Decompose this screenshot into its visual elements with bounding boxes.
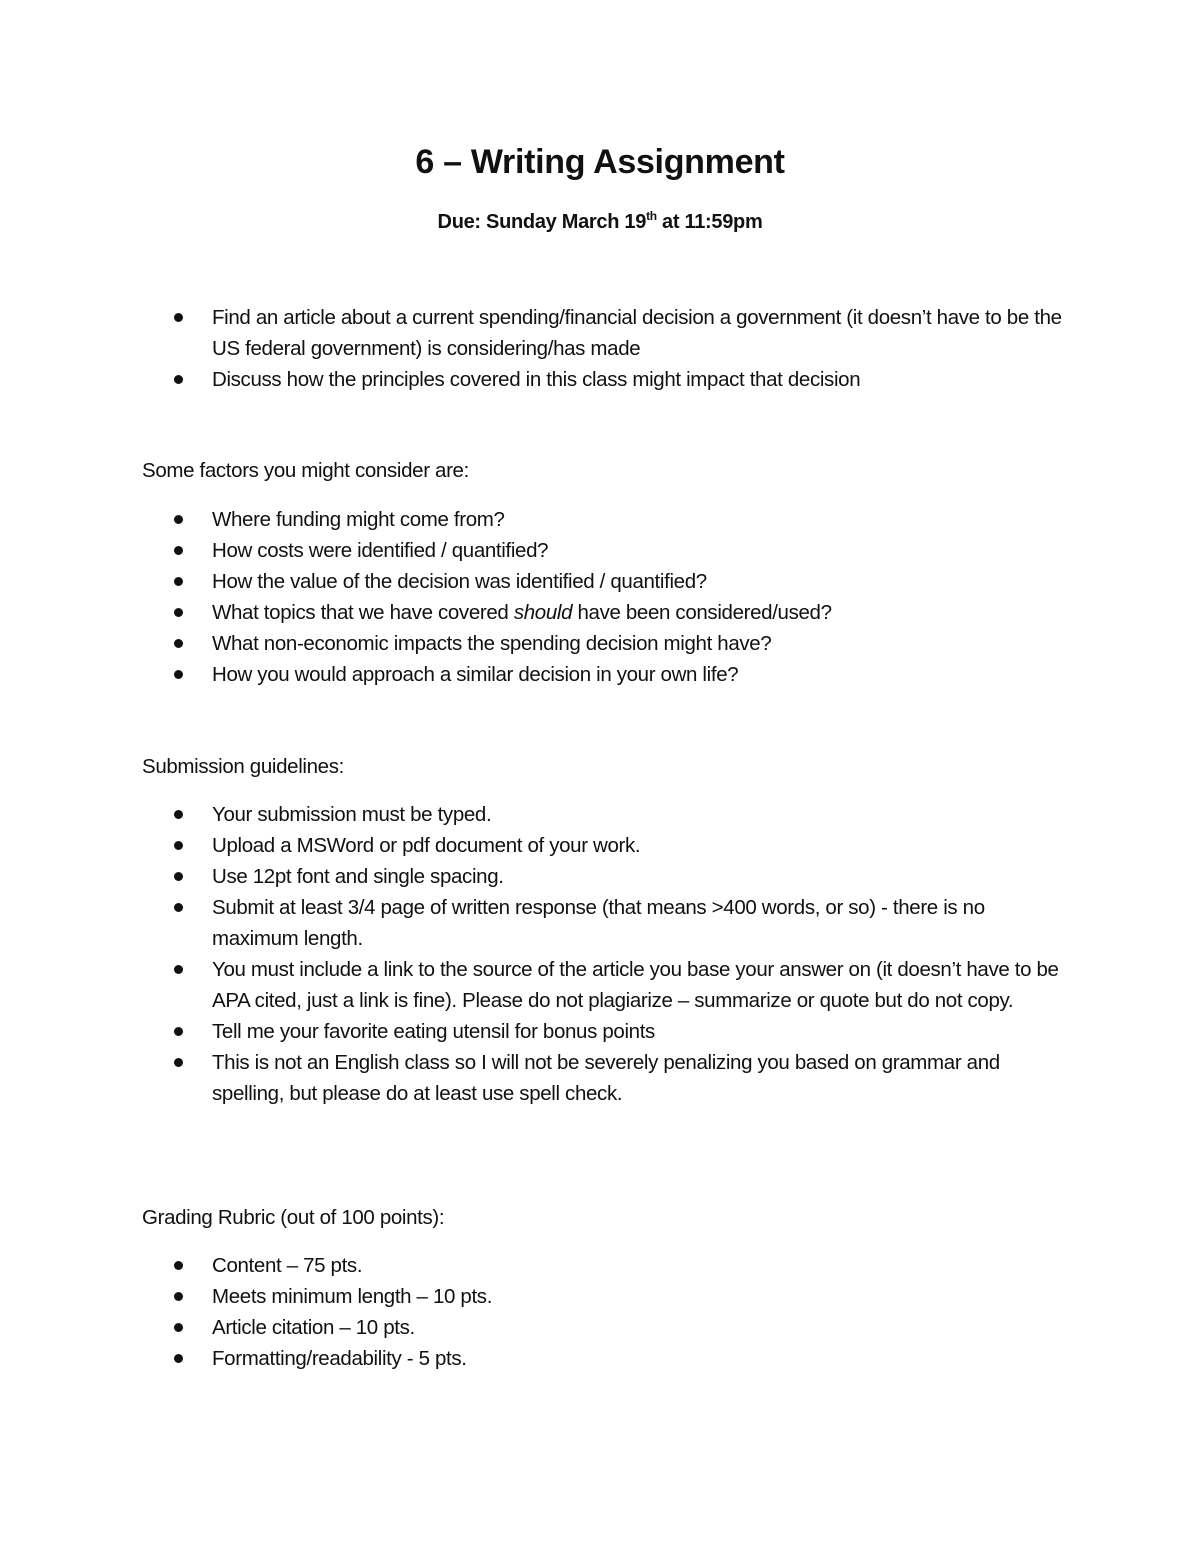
bullet-icon (174, 546, 183, 555)
task-item-text: Find an article about a current spending/financial decision a government (it doesn’t have to be the US federal government) is considering/has made (212, 306, 1062, 360)
submission-item-text: This is not an English class so I will not be severely penalizing you based on grammar and spelling, but please do at least use spell check. (212, 1051, 1000, 1105)
rubric-item-text: Meets minimum length – 10 pts. (212, 1285, 493, 1308)
factor-item-text: How you would approach a similar decision in your own life? (212, 663, 739, 686)
bullet-icon (174, 1027, 183, 1036)
bullet-icon (174, 903, 183, 912)
factor-item (0, 659, 1072, 690)
factor-item-text: Where funding might come from? (212, 508, 505, 531)
submission-item (0, 954, 1072, 1016)
factor-item (0, 504, 1072, 535)
factors-heading: Some factors you might consider are: (142, 459, 469, 482)
task-list (0, 302, 1200, 395)
due-date-superscript: th (646, 209, 657, 223)
rubric-item (0, 1250, 1072, 1281)
factor-item-text: How costs were identified / quantified? (212, 539, 549, 562)
bullet-icon (174, 639, 183, 648)
submission-item (0, 830, 1072, 861)
rubric-item (0, 1281, 1072, 1312)
rubric-item-text: Formatting/readability - 5 pts. (212, 1347, 467, 1370)
factor-item-text-after: have been considered/used? (572, 601, 832, 624)
submission-item (0, 861, 1072, 892)
factor-item (0, 535, 1072, 566)
due-date-prefix: Due: Sunday March 19 (437, 211, 647, 233)
factor-item-text: How the value of the decision was identified / quantified? (212, 570, 707, 593)
bullet-icon (174, 608, 183, 617)
assignment-title: 6 – Writing Assignment (415, 143, 785, 181)
rubric-item-text: Article citation – 10 pts. (212, 1316, 415, 1339)
bullet-icon (174, 375, 183, 384)
bullet-icon (174, 1292, 183, 1301)
rubric-item (0, 1312, 1072, 1343)
bullet-icon (174, 577, 183, 586)
factor-item-emphasis: should (513, 601, 573, 624)
submission-item-text: You must include a link to the source of the article you base your answer on (it doesn’t have to be APA cited, just a link is fine). Please do not plagiarize – summarize or quote but do not copy. (212, 958, 1059, 1012)
submission-item (0, 799, 1072, 830)
submission-item-text: Submit at least 3/4 page of written response (that means >400 words, or so) - there is no maximum length. (212, 896, 985, 950)
submission-item-text: Your submission must be typed. (212, 803, 492, 826)
task-item (0, 302, 1072, 364)
task-item-text: Discuss how the principles covered in this class might impact that decision (212, 368, 861, 391)
submission-item-text: Upload a MSWord or pdf document of your work. (212, 834, 641, 857)
submission-item (0, 892, 1072, 954)
rubric-list (0, 1250, 1200, 1374)
bullet-icon (174, 515, 183, 524)
bullet-icon (174, 810, 183, 819)
submission-item-text: Tell me your favorite eating utensil for bonus points (212, 1020, 655, 1043)
bullet-icon (174, 872, 183, 881)
submission-item (0, 1016, 1072, 1047)
bullet-icon (174, 313, 183, 322)
rubric-heading: Grading Rubric (out of 100 points): (142, 1206, 445, 1229)
factor-item (0, 597, 1072, 628)
bullet-icon (174, 1354, 183, 1363)
submission-heading: Submission guidelines: (142, 755, 344, 778)
factor-item (0, 628, 1072, 659)
bullet-icon (174, 841, 183, 850)
factor-item-text: What non-economic impacts the spending decision might have? (212, 632, 772, 655)
task-item (0, 364, 1072, 395)
bullet-icon (174, 1323, 183, 1332)
submission-item (0, 1047, 1072, 1109)
bullet-icon (174, 1261, 183, 1270)
factors-list (0, 504, 1200, 690)
submission-list (0, 799, 1200, 1109)
bullet-icon (174, 965, 183, 974)
bullet-icon (174, 1058, 183, 1067)
due-date (0, 211, 1200, 234)
due-date-suffix: at 11:59pm (656, 211, 763, 233)
factor-item (0, 566, 1072, 597)
submission-item-text: Use 12pt font and single spacing. (212, 865, 504, 888)
rubric-item (0, 1343, 1072, 1374)
rubric-item-text: Content – 75 pts. (212, 1254, 363, 1277)
factor-item-text-before: What topics that we have covered (212, 601, 514, 624)
bullet-icon (174, 670, 183, 679)
